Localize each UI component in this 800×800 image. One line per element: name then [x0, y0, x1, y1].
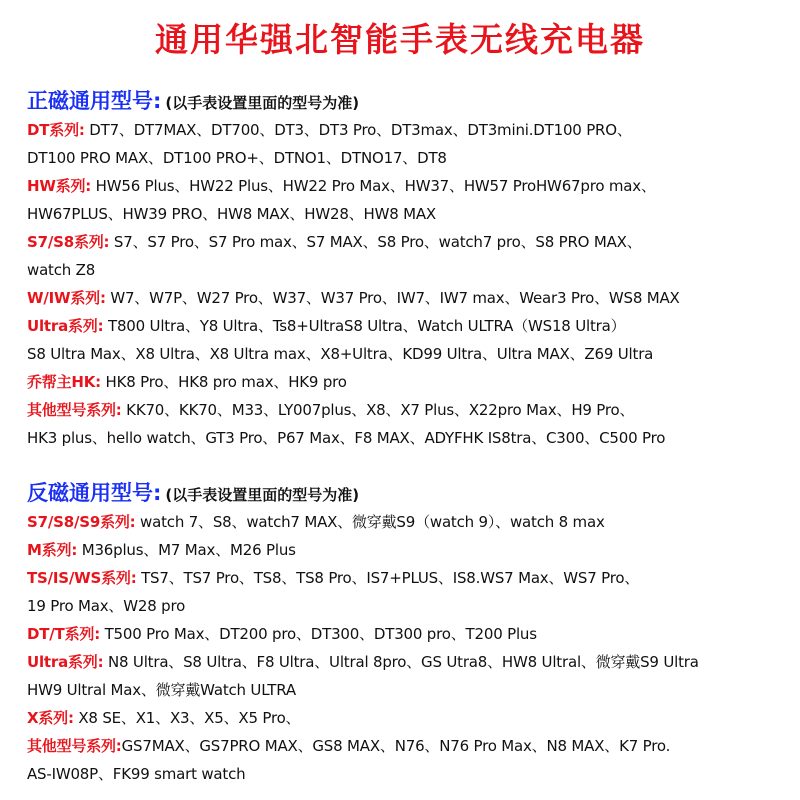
model-names: AS-IW08P、FK99 smart watch: [27, 765, 246, 783]
model-names: HW56 Plus、HW22 Plus、HW22 Pro Max、HW37、HW57 ProHW67pro max、: [91, 177, 656, 195]
model-row: [27, 396, 797, 424]
section-heading-main: 反磁通用型号:: [27, 481, 162, 505]
series-label: S7/S8系列:: [27, 233, 110, 251]
model-row: [27, 228, 797, 256]
model-names: DT100 PRO MAX、DT100 PRO+、DTNO1、DTNO17、DT8: [27, 149, 447, 167]
model-list: [27, 508, 797, 788]
section-heading-note: (以手表设置里面的型号为准): [165, 94, 360, 112]
model-names: T500 Pro Max、DT200 pro、DT300、DT300 pro、T200 Plus: [100, 625, 537, 643]
series-label: 其他型号系列:: [27, 401, 122, 419]
model-row: [27, 732, 797, 760]
section-positive-magnet: [27, 86, 797, 452]
model-names: TS7、TS7 Pro、TS8、TS8 Pro、IS7+PLUS、IS8.WS7 Max、WS7 Pro、: [136, 569, 640, 587]
model-row: [27, 648, 797, 676]
model-names: HW9 Ultral Max、微穿戴Watch ULTRA: [27, 681, 296, 699]
model-names: N8 Ultra、S8 Ultra、F8 Ultra、Ultral 8pro、GS Utra8、HW8 Ultral、微穿戴S9 Ultra: [103, 653, 699, 671]
model-row: [27, 564, 797, 592]
model-names: M36plus、M7 Max、M26 Plus: [77, 541, 296, 559]
model-names: HW67PLUS、HW39 PRO、HW8 MAX、HW28、HW8 MAX: [27, 205, 436, 223]
model-row: [27, 256, 797, 284]
model-names: HK8 Pro、HK8 pro max、HK9 pro: [100, 373, 347, 391]
model-row: [27, 508, 797, 536]
model-row: [27, 368, 797, 396]
section-reverse-magnet: [27, 478, 797, 788]
series-label: Ultra系列:: [27, 653, 104, 671]
model-row: [27, 172, 797, 200]
section-heading: [27, 478, 797, 508]
model-row: [27, 284, 797, 312]
model-row: [27, 620, 797, 648]
series-label: X系列:: [27, 709, 74, 727]
model-names: T800 Ultra、Y8 Ultra、Ts8+UltraS8 Ultra、Watch ULTRA（WS18 Ultra）: [103, 317, 626, 335]
model-row: [27, 340, 797, 368]
model-row: [27, 760, 797, 788]
series-label: 其他型号系列:: [27, 737, 122, 755]
model-row: [27, 424, 797, 452]
model-row: [27, 676, 797, 704]
model-names: DT7、DT7MAX、DT700、DT3、DT3 Pro、DT3max、DT3mini.DT100 PRO、: [84, 121, 632, 139]
section-heading-note: (以手表设置里面的型号为准): [165, 486, 360, 504]
model-row: [27, 536, 797, 564]
model-names: watch 7、S8、watch7 MAX、微穿戴S9（watch 9）、watch 8 max: [135, 513, 605, 531]
section-heading-main: 正磁通用型号:: [27, 89, 162, 113]
model-names: GS7MAX、GS7PRO MAX、GS8 MAX、N76、N76 Pro Max、N8 MAX、K7 Pro.: [121, 737, 671, 755]
model-names: S7、S7 Pro、S7 Pro max、S7 MAX、S8 Pro、watch7 pro、S8 PRO MAX、: [109, 233, 642, 251]
series-label: 乔帮主HK:: [27, 373, 101, 391]
page-title: 通用华强北智能手表无线充电器: [155, 20, 645, 59]
model-names: watch Z8: [27, 261, 96, 279]
model-row: [27, 144, 797, 172]
series-label: Ultra系列:: [27, 317, 104, 335]
model-row: [27, 312, 797, 340]
model-names: W7、W7P、W27 Pro、W37、W37 Pro、IW7、IW7 max、Wear3 Pro、WS8 MAX: [105, 289, 680, 307]
series-label: DT/T系列:: [27, 625, 100, 643]
model-row: [27, 592, 797, 620]
series-label: TS/IS/WS系列:: [27, 569, 137, 587]
model-names: S8 Ultra Max、X8 Ultra、X8 Ultra max、X8+Ultra、KD99 Ultra、Ultra MAX、Z69 Ultra: [27, 345, 654, 363]
model-row: [27, 704, 797, 732]
series-label: M系列:: [27, 541, 78, 559]
section-heading: [27, 86, 797, 116]
model-names: X8 SE、X1、X3、X5、X5 Pro、: [73, 709, 301, 727]
model-names: HK3 plus、hello watch、GT3 Pro、P67 Max、F8 MAX、ADYFHK IS8tra、C300、C500 Pro: [27, 429, 666, 447]
model-names: 19 Pro Max、W28 pro: [27, 597, 186, 615]
series-label: DT系列:: [27, 121, 85, 139]
model-row: [27, 116, 797, 144]
model-names: KK70、KK70、M33、LY007plus、X8、X7 Plus、X22pro Max、H9 Pro、: [121, 401, 635, 419]
series-label: W/IW系列:: [27, 289, 106, 307]
series-label: HW系列:: [27, 177, 92, 195]
model-list: [27, 116, 797, 452]
series-label: S7/S8/S9系列:: [27, 513, 136, 531]
model-row: [27, 200, 797, 228]
